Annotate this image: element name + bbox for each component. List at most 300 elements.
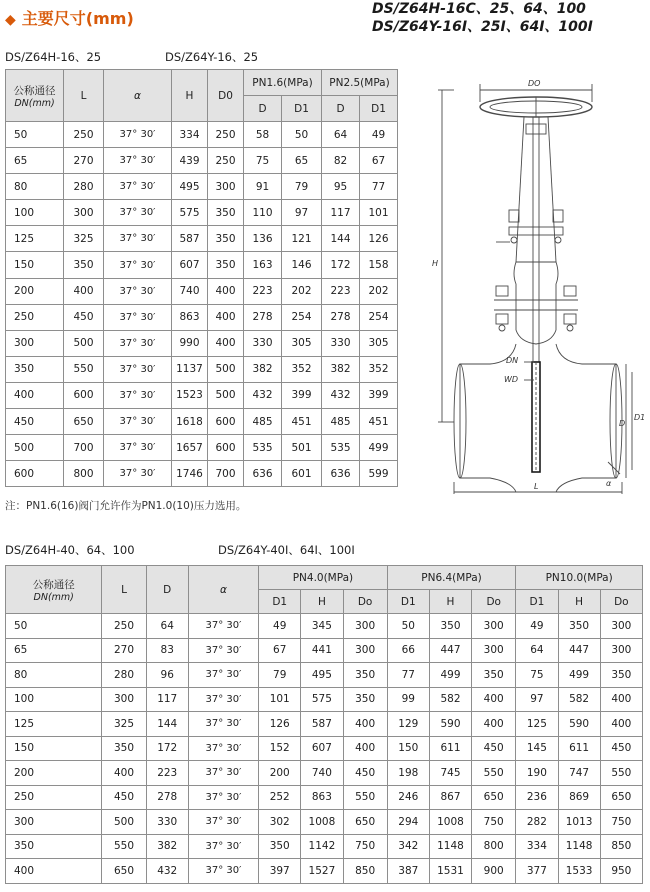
t2-header-pn40: PN4.0(MPa) xyxy=(259,566,388,590)
table-cell: 350 xyxy=(208,252,244,278)
table-cell: 246 xyxy=(387,785,429,810)
table-cell: 867 xyxy=(429,785,471,810)
table-cell: 37° 30′ xyxy=(104,356,172,382)
table-cell: 450 xyxy=(600,736,642,761)
table-row xyxy=(6,638,643,663)
table-row xyxy=(6,712,643,737)
header-alpha: α xyxy=(104,70,172,122)
table-cell: 300 xyxy=(6,330,64,356)
table-cell: 97 xyxy=(516,687,558,712)
table-cell: 136 xyxy=(244,226,282,252)
table-cell: 65 xyxy=(6,638,102,663)
table-cell: 270 xyxy=(102,638,146,663)
table-cell: 1142 xyxy=(301,834,343,859)
table-cell: 330 xyxy=(322,330,360,356)
table-row xyxy=(6,356,398,382)
table-cell: 302 xyxy=(259,810,301,835)
table-cell: 400 xyxy=(343,712,387,737)
table-cell: 280 xyxy=(102,663,146,688)
table-cell: 58 xyxy=(244,122,282,148)
table-cell: 37° 30′ xyxy=(104,435,172,461)
table-cell: 599 xyxy=(360,461,398,487)
header-dn xyxy=(6,70,64,122)
table-row xyxy=(6,174,398,200)
table-cell: 95 xyxy=(322,174,360,200)
table-cell: 37° 30′ xyxy=(104,148,172,174)
table-cell: 1746 xyxy=(172,461,208,487)
label-dn: DN xyxy=(506,356,519,365)
table-cell: 607 xyxy=(172,252,208,278)
table-cell: 500 xyxy=(6,435,64,461)
table-cell: 300 xyxy=(472,614,516,639)
table-cell: 1137 xyxy=(172,356,208,382)
table-cell: 740 xyxy=(172,278,208,304)
table-cell: 236 xyxy=(516,785,558,810)
table-cell: 110 xyxy=(244,200,282,226)
table-cell: 400 xyxy=(343,736,387,761)
table-cell: 650 xyxy=(64,409,104,435)
table-cell: 250 xyxy=(6,304,64,330)
table-cell: 65 xyxy=(6,148,64,174)
table-cell: 1013 xyxy=(558,810,600,835)
table-cell: 350 xyxy=(208,200,244,226)
table-cell: 501 xyxy=(282,435,322,461)
table-cell: 64 xyxy=(146,614,188,639)
label-d: D xyxy=(619,419,626,428)
table-cell: 700 xyxy=(208,461,244,487)
table-cell: 79 xyxy=(259,663,301,688)
table-cell: 399 xyxy=(282,382,322,408)
table-cell: 82 xyxy=(322,148,360,174)
table-cell: 282 xyxy=(516,810,558,835)
table-cell: 495 xyxy=(172,174,208,200)
table-cell: 96 xyxy=(146,663,188,688)
label-l: L xyxy=(534,482,539,491)
t2-pn64-D1: D1 xyxy=(387,590,429,614)
table-cell: 37° 30′ xyxy=(188,810,258,835)
table-row xyxy=(6,435,398,461)
table-cell: 350 xyxy=(429,614,471,639)
table-cell: 350 xyxy=(472,663,516,688)
table-cell: 495 xyxy=(301,663,343,688)
table-cell: 37° 30′ xyxy=(104,200,172,226)
table-cell: 254 xyxy=(360,304,398,330)
table-cell: 590 xyxy=(558,712,600,737)
table-cell: 150 xyxy=(387,736,429,761)
table-cell: 740 xyxy=(301,761,343,786)
t2-pn100-D1: D1 xyxy=(516,590,558,614)
table-cell: 144 xyxy=(322,226,360,252)
table-cell: 582 xyxy=(558,687,600,712)
table-cell: 250 xyxy=(208,122,244,148)
table-cell: 300 xyxy=(102,687,146,712)
table-cell: 37° 30′ xyxy=(188,687,258,712)
table-cell: 650 xyxy=(600,785,642,810)
table-cell: 600 xyxy=(208,409,244,435)
table-cell: 50 xyxy=(6,122,64,148)
table-cell: 250 xyxy=(208,148,244,174)
table-cell: 146 xyxy=(282,252,322,278)
table-cell: 250 xyxy=(64,122,104,148)
header-L: L xyxy=(64,70,104,122)
table-cell: 280 xyxy=(64,174,104,200)
table-cell: 250 xyxy=(6,785,102,810)
table-cell: 352 xyxy=(282,356,322,382)
table-cell: 37° 30′ xyxy=(104,330,172,356)
table-cell: 67 xyxy=(360,148,398,174)
header-pn16-D: D xyxy=(244,96,282,122)
table-cell: 200 xyxy=(259,761,301,786)
t2-pn40-D1: D1 xyxy=(259,590,301,614)
table-cell: 278 xyxy=(244,304,282,330)
table-cell: 101 xyxy=(259,687,301,712)
table-cell: 485 xyxy=(322,409,360,435)
table-cell: 447 xyxy=(429,638,471,663)
table-cell: 350 xyxy=(558,614,600,639)
table-cell: 575 xyxy=(172,200,208,226)
table-cell: 150 xyxy=(6,736,102,761)
table-cell: 747 xyxy=(558,761,600,786)
table-cell: 37° 30′ xyxy=(104,382,172,408)
table-row xyxy=(6,614,643,639)
t2-header-pn100: PN10.0(MPa) xyxy=(516,566,643,590)
diamond-icon: ◆ xyxy=(5,12,16,28)
table-cell: 587 xyxy=(172,226,208,252)
label-d0: DO xyxy=(528,79,541,88)
table-cell: 350 xyxy=(6,356,64,382)
t2-header-dn xyxy=(6,566,102,614)
table-cell: 397 xyxy=(259,859,301,884)
table-cell: 121 xyxy=(282,226,322,252)
header-pn25-D: D xyxy=(322,96,360,122)
table-cell: 500 xyxy=(208,382,244,408)
table-cell: 382 xyxy=(146,834,188,859)
table-cell: 129 xyxy=(387,712,429,737)
table1-label-right: DS/Z64Y-16、25 xyxy=(165,50,259,64)
table-cell: 439 xyxy=(172,148,208,174)
table-cell: 450 xyxy=(343,761,387,786)
table-cell: 50 xyxy=(282,122,322,148)
table-cell: 400 xyxy=(6,382,64,408)
table-cell: 400 xyxy=(6,859,102,884)
table-cell: 1148 xyxy=(558,834,600,859)
table-cell: 117 xyxy=(322,200,360,226)
t2-pn100-D0: Do xyxy=(600,590,642,614)
table-row xyxy=(6,461,398,487)
table-cell: 550 xyxy=(472,761,516,786)
table-cell: 382 xyxy=(244,356,282,382)
table-cell: 400 xyxy=(472,687,516,712)
table-cell: 1527 xyxy=(301,859,343,884)
table-row xyxy=(6,810,643,835)
table-cell: 450 xyxy=(64,304,104,330)
table-row xyxy=(6,409,398,435)
table-cell: 451 xyxy=(282,409,322,435)
table-row xyxy=(6,122,398,148)
model-numbers xyxy=(372,0,593,36)
table-cell: 1148 xyxy=(429,834,471,859)
table-cell: 37° 30′ xyxy=(188,663,258,688)
table-cell: 300 xyxy=(343,638,387,663)
table-cell: 900 xyxy=(472,859,516,884)
table-cell: 350 xyxy=(64,252,104,278)
table-cell: 300 xyxy=(208,174,244,200)
label-h: H xyxy=(432,259,439,268)
table-row xyxy=(6,736,643,761)
table-cell: 200 xyxy=(6,761,102,786)
table-row xyxy=(6,304,398,330)
table-cell: 352 xyxy=(360,356,398,382)
table-cell: 499 xyxy=(558,663,600,688)
table-cell: 650 xyxy=(343,810,387,835)
t2-header-pn64: PN6.4(MPa) xyxy=(387,566,516,590)
table-cell: 400 xyxy=(102,761,146,786)
table-cell: 190 xyxy=(516,761,558,786)
table-cell: 400 xyxy=(64,278,104,304)
table-cell: 950 xyxy=(600,859,642,884)
table-cell: 37° 30′ xyxy=(104,122,172,148)
table-cell: 250 xyxy=(102,614,146,639)
table-cell: 330 xyxy=(244,330,282,356)
table-cell: 79 xyxy=(282,174,322,200)
table-cell: 400 xyxy=(600,712,642,737)
table-row xyxy=(6,761,643,786)
dimension-table-1 xyxy=(5,69,398,487)
table-cell: 1008 xyxy=(429,810,471,835)
table-cell: 67 xyxy=(259,638,301,663)
table-cell: 500 xyxy=(102,810,146,835)
table1-note: 注：PN1.6(16)阀门允许作为PN1.0(10)压力选用。 xyxy=(5,500,247,512)
table-cell: 334 xyxy=(516,834,558,859)
table-cell: 400 xyxy=(472,712,516,737)
table-cell: 80 xyxy=(6,174,64,200)
table-cell: 37° 30′ xyxy=(188,736,258,761)
table-cell: 172 xyxy=(146,736,188,761)
table-cell: 330 xyxy=(146,810,188,835)
table-cell: 75 xyxy=(516,663,558,688)
table-cell: 300 xyxy=(600,638,642,663)
table-cell: 869 xyxy=(558,785,600,810)
table-cell: 399 xyxy=(360,382,398,408)
table-cell: 198 xyxy=(387,761,429,786)
table-cell: 611 xyxy=(558,736,600,761)
label-wd: WD xyxy=(504,375,519,384)
table-cell: 850 xyxy=(343,859,387,884)
table-cell: 145 xyxy=(516,736,558,761)
table-cell: 37° 30′ xyxy=(104,304,172,330)
t2-pn64-D0: Do xyxy=(472,590,516,614)
table-cell: 499 xyxy=(429,663,471,688)
table-cell: 300 xyxy=(600,614,642,639)
table-cell: 382 xyxy=(322,356,360,382)
t2-header-dn-unit: DN(mm) xyxy=(33,591,74,603)
table-cell: 990 xyxy=(172,330,208,356)
table-cell: 1008 xyxy=(301,810,343,835)
table-cell: 350 xyxy=(343,687,387,712)
table-cell: 607 xyxy=(301,736,343,761)
table-cell: 37° 30′ xyxy=(104,409,172,435)
table-cell: 99 xyxy=(387,687,429,712)
t2-header-dn-cn: 公称通径 xyxy=(32,578,75,591)
table-cell: 342 xyxy=(387,834,429,859)
table-cell: 223 xyxy=(244,278,282,304)
table-cell: 850 xyxy=(600,834,642,859)
table-cell: 49 xyxy=(259,614,301,639)
table-cell: 334 xyxy=(172,122,208,148)
table-row xyxy=(6,834,643,859)
table-cell: 37° 30′ xyxy=(188,761,258,786)
table-cell: 350 xyxy=(208,226,244,252)
table-cell: 75 xyxy=(244,148,282,174)
table-cell: 1618 xyxy=(172,409,208,435)
table-cell: 377 xyxy=(516,859,558,884)
t2-pn40-H: H xyxy=(301,590,343,614)
table-cell: 37° 30′ xyxy=(104,252,172,278)
table-cell: 350 xyxy=(102,736,146,761)
table-cell: 447 xyxy=(558,638,600,663)
table-cell: 650 xyxy=(102,859,146,884)
table-cell: 575 xyxy=(301,687,343,712)
table-cell: 254 xyxy=(282,304,322,330)
header-pn16: PN1.6(MPa) xyxy=(244,70,322,96)
table2-label-right: DS/Z64Y-40Ⅰ、64Ⅰ、100Ⅰ xyxy=(218,543,355,557)
table-row xyxy=(6,200,398,226)
table-cell: 158 xyxy=(360,252,398,278)
table-cell: 750 xyxy=(600,810,642,835)
table-cell: 49 xyxy=(360,122,398,148)
table-cell: 37° 30′ xyxy=(188,834,258,859)
table-cell: 64 xyxy=(516,638,558,663)
table-row xyxy=(6,382,398,408)
t2-pn100-H: H xyxy=(558,590,600,614)
table-cell: 300 xyxy=(6,810,102,835)
table-cell: 83 xyxy=(146,638,188,663)
table-cell: 1657 xyxy=(172,435,208,461)
table-cell: 49 xyxy=(516,614,558,639)
table-cell: 278 xyxy=(322,304,360,330)
table-cell: 37° 30′ xyxy=(188,712,258,737)
table-cell: 441 xyxy=(301,638,343,663)
table-cell: 100 xyxy=(6,687,102,712)
t2-header-alpha: α xyxy=(188,566,258,614)
table-cell: 350 xyxy=(343,663,387,688)
table-cell: 80 xyxy=(6,663,102,688)
header-H: H xyxy=(172,70,208,122)
table-cell: 37° 30′ xyxy=(188,785,258,810)
table-cell: 600 xyxy=(208,435,244,461)
table-cell: 37° 30′ xyxy=(104,226,172,252)
table-cell: 432 xyxy=(322,382,360,408)
table-cell: 101 xyxy=(360,200,398,226)
table-cell: 400 xyxy=(208,304,244,330)
table-cell: 451 xyxy=(360,409,398,435)
table-cell: 450 xyxy=(472,736,516,761)
header-dn-cn: 公称通径 xyxy=(13,84,56,97)
table-cell: 350 xyxy=(600,663,642,688)
gate-valve-diagram xyxy=(420,62,646,494)
table-cell: 636 xyxy=(322,461,360,487)
table-cell: 64 xyxy=(322,122,360,148)
table-cell: 37° 30′ xyxy=(104,461,172,487)
table-cell: 387 xyxy=(387,859,429,884)
table-cell: 125 xyxy=(6,226,64,252)
label-alpha: α xyxy=(606,479,612,488)
table-cell: 432 xyxy=(244,382,282,408)
table-cell: 400 xyxy=(600,687,642,712)
header-pn25-D1: D1 xyxy=(360,96,398,122)
table-cell: 305 xyxy=(282,330,322,356)
table-row xyxy=(6,687,643,712)
table-row xyxy=(6,785,643,810)
table-cell: 1531 xyxy=(429,859,471,884)
table-row xyxy=(6,148,398,174)
table-cell: 432 xyxy=(146,859,188,884)
table-cell: 163 xyxy=(244,252,282,278)
table-cell: 278 xyxy=(146,785,188,810)
table-cell: 117 xyxy=(146,687,188,712)
table-cell: 535 xyxy=(322,435,360,461)
table-cell: 144 xyxy=(146,712,188,737)
table-cell: 50 xyxy=(387,614,429,639)
table-cell: 745 xyxy=(429,761,471,786)
table-cell: 37° 30′ xyxy=(104,278,172,304)
table-row xyxy=(6,859,643,884)
table-cell: 350 xyxy=(259,834,301,859)
table-cell: 582 xyxy=(429,687,471,712)
table-cell: 97 xyxy=(282,200,322,226)
table-cell: 550 xyxy=(64,356,104,382)
table-cell: 270 xyxy=(64,148,104,174)
header-dn-unit: DN(mm) xyxy=(14,97,55,109)
section-title: 主要尺寸(mm) xyxy=(21,9,134,28)
table-cell: 750 xyxy=(472,810,516,835)
t2-header-D: D xyxy=(146,566,188,614)
table-cell: 750 xyxy=(343,834,387,859)
table-cell: 77 xyxy=(360,174,398,200)
table-cell: 800 xyxy=(472,834,516,859)
table-cell: 37° 30′ xyxy=(188,638,258,663)
table-cell: 223 xyxy=(322,278,360,304)
table-cell: 150 xyxy=(6,252,64,278)
table-cell: 300 xyxy=(472,638,516,663)
table-cell: 223 xyxy=(146,761,188,786)
table-cell: 125 xyxy=(516,712,558,737)
table-cell: 485 xyxy=(244,409,282,435)
header-pn16-D1: D1 xyxy=(282,96,322,122)
table-row xyxy=(6,330,398,356)
table-cell: 611 xyxy=(429,736,471,761)
table-cell: 600 xyxy=(6,461,64,487)
table-row xyxy=(6,278,398,304)
table-cell: 535 xyxy=(244,435,282,461)
header-D0: D0 xyxy=(208,70,244,122)
table-cell: 325 xyxy=(64,226,104,252)
table-cell: 636 xyxy=(244,461,282,487)
table-cell: 863 xyxy=(172,304,208,330)
table-cell: 294 xyxy=(387,810,429,835)
table-cell: 400 xyxy=(208,278,244,304)
table-cell: 325 xyxy=(102,712,146,737)
table-row xyxy=(6,226,398,252)
table-cell: 202 xyxy=(360,278,398,304)
header-pn25: PN2.5(MPa) xyxy=(322,70,398,96)
table-cell: 37° 30′ xyxy=(188,859,258,884)
table-cell: 1533 xyxy=(558,859,600,884)
table-cell: 125 xyxy=(6,712,102,737)
table-cell: 450 xyxy=(6,409,64,435)
table2-label-left: DS/Z64H-40、64、100 xyxy=(5,543,135,557)
table-cell: 91 xyxy=(244,174,282,200)
